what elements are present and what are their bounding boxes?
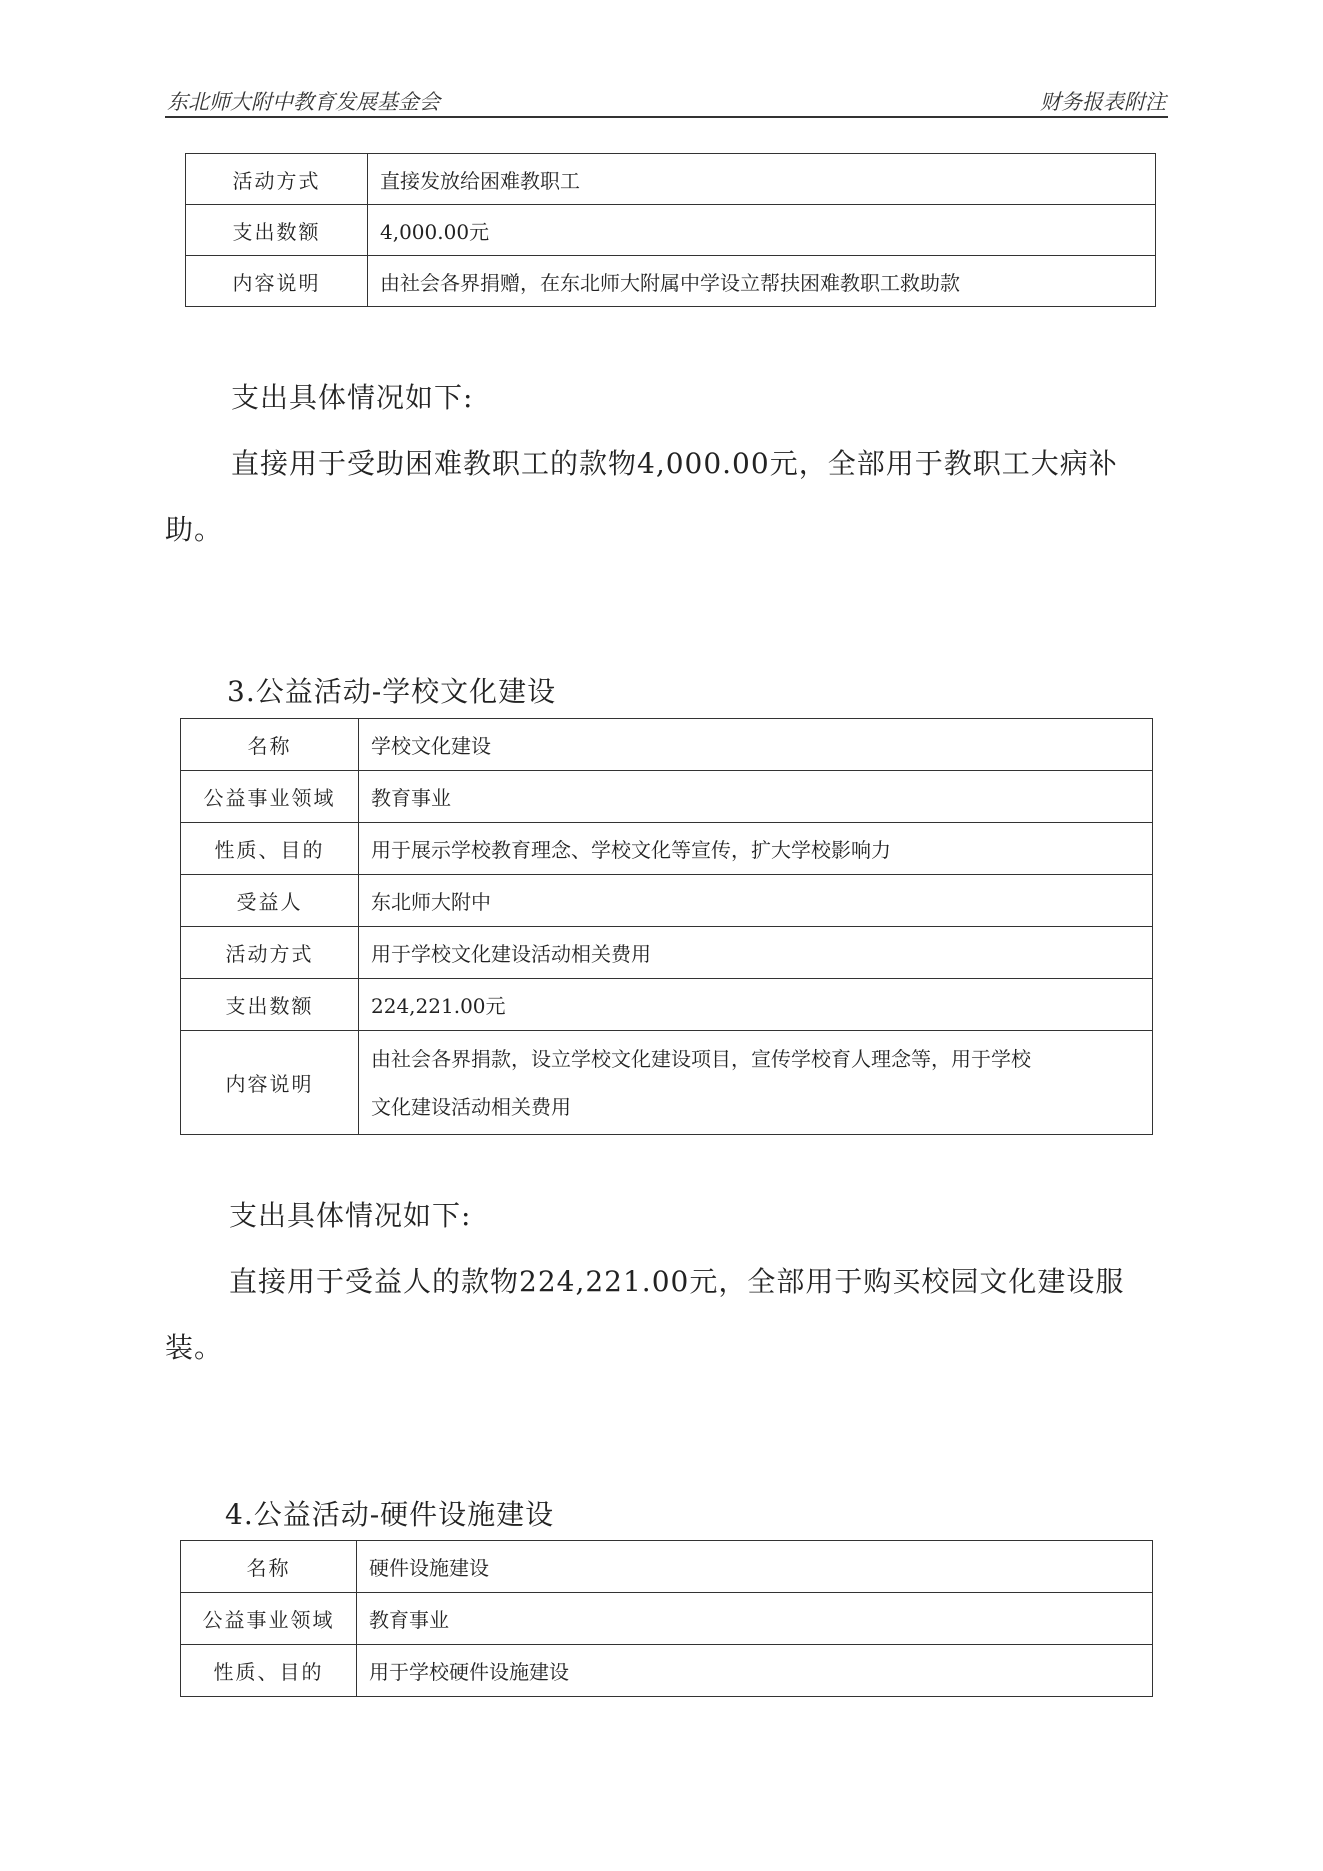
header-organization-name: 东北师大附中教育发展基金会 — [167, 90, 440, 114]
row-value: 用于展示学校教育理念、学校文化等宣传，扩大学校影响力 — [359, 823, 1153, 875]
section-title-hardware-facilities: 4.公益活动-硬件设施建设 — [225, 1498, 555, 1531]
paragraph-line: 直接用于受助困难教职工的款物4,000.00元，全部用于教职工大病补 — [231, 447, 1118, 480]
table-row — [181, 771, 1153, 823]
paragraph-line: 直接用于受益人的款物224,221.00元，全部用于购买校园文化建设服 — [229, 1265, 1125, 1298]
table-row — [186, 205, 1156, 256]
paragraph-line: 支出具体情况如下: — [231, 381, 474, 414]
section-title-school-culture: 3.公益活动-学校文化建设 — [227, 675, 557, 708]
table-row — [181, 875, 1153, 927]
table-row — [181, 927, 1153, 979]
table-row — [181, 1541, 1153, 1593]
value-line: 文化建设活动相关费用 — [371, 1094, 571, 1119]
table-hardware-facilities — [180, 1540, 1153, 1697]
table-row — [181, 1031, 1153, 1135]
row-label: 内容说明 — [181, 1031, 359, 1135]
row-value: 用于学校文化建设活动相关费用 — [359, 927, 1153, 979]
row-value: 教育事业 — [357, 1593, 1153, 1645]
row-value: 教育事业 — [359, 771, 1153, 823]
row-label: 活动方式 — [181, 927, 359, 979]
row-value-multiline — [359, 1031, 1153, 1135]
paragraph-line: 装。 — [165, 1331, 224, 1364]
row-value: 东北师大附中 — [359, 875, 1153, 927]
table-school-culture — [180, 718, 1153, 1135]
row-value: 直接发放给困难教职工 — [368, 154, 1156, 205]
header-document-title: 财务报表附注 — [1040, 90, 1166, 114]
row-label: 性质、目的 — [181, 1645, 357, 1697]
row-value: 学校文化建设 — [359, 719, 1153, 771]
row-value: 224,221.00元 — [359, 979, 1153, 1031]
row-value: 用于学校硬件设施建设 — [357, 1645, 1153, 1697]
row-value: 由社会各界捐赠，在东北师大附属中学设立帮扶困难教职工救助款 — [368, 256, 1156, 307]
table-row — [186, 256, 1156, 307]
page-header — [165, 84, 1168, 118]
table-row — [181, 719, 1153, 771]
row-label: 支出数额 — [181, 979, 359, 1031]
row-label: 名称 — [181, 1541, 357, 1593]
row-value: 硬件设施建设 — [357, 1541, 1153, 1593]
paragraph-line: 助。 — [165, 513, 224, 546]
row-label: 公益事业领域 — [181, 771, 359, 823]
table-row — [181, 1645, 1153, 1697]
row-label: 公益事业领域 — [181, 1593, 357, 1645]
expenditure-details-paragraph-2 — [165, 1183, 1175, 1381]
row-label: 内容说明 — [186, 256, 368, 307]
row-label: 受益人 — [181, 875, 359, 927]
table-row — [181, 823, 1153, 875]
table-hardship-aid-continued — [185, 153, 1156, 307]
value-line: 由社会各界捐款，设立学校文化建设项目，宣传学校育人理念等，用于学校 — [371, 1046, 1031, 1071]
expenditure-details-paragraph-1 — [165, 365, 1175, 563]
row-label: 性质、目的 — [181, 823, 359, 875]
row-value: 4,000.00元 — [368, 205, 1156, 256]
table-row — [186, 154, 1156, 205]
table-row — [181, 1593, 1153, 1645]
row-label: 支出数额 — [186, 205, 368, 256]
paragraph-line: 支出具体情况如下: — [229, 1199, 472, 1232]
row-label: 活动方式 — [186, 154, 368, 205]
table-row — [181, 979, 1153, 1031]
row-label: 名称 — [181, 719, 359, 771]
